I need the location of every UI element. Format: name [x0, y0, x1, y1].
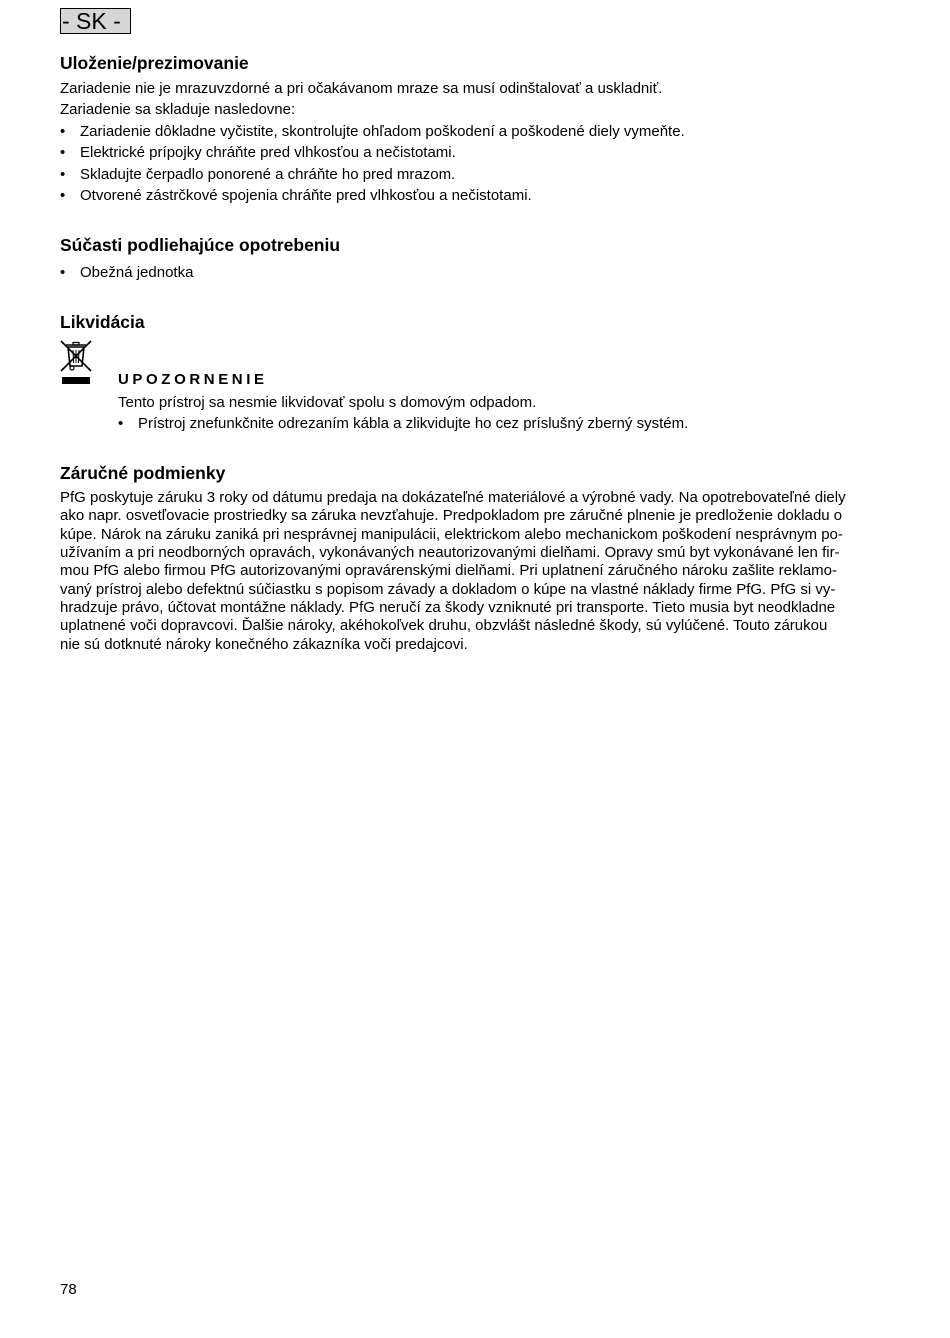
list-item: • Prístroj znefunkčnite odrezaním kábla a zlikvidujte ho cez príslušný zberný systém. — [118, 413, 688, 434]
storage-list — [60, 121, 685, 207]
warning-text: Tento prístroj sa nesmie likvidovať spolu s domovým odpadom. — [118, 394, 537, 411]
list-item: • Skladujte čerpadlo ponorené a chráňte ho pred mrazom. — [60, 164, 685, 185]
list-item: • Elektrické prípojky chráňte pred vlhkosťou a nečistotami. — [60, 142, 685, 163]
storage-intro-line: Zariadenie nie je mrazuvzdorné a pri očakávanom mraze sa musí odinštalovať a uskladniť. — [60, 80, 663, 97]
page-number: 78 — [60, 1281, 77, 1298]
language-tag: - SK - — [60, 8, 131, 34]
warranty-line: hradzuje právo, účtovat montážne náklady. PfG neručí za škody vzniknuté pri transporte. Tieto musia byt neodkladne — [60, 599, 836, 617]
warranty-heading: Záručné podmienky — [60, 463, 226, 483]
warranty-line: užívaním a pri neodborných opravách, vykonávaných neautorizovanými dielňami. Opravy smú byt vykonávané len fir- — [60, 544, 840, 562]
warranty-line: ako napr. osvetľovacie prostriedky sa záruka nevzťahuje. Predpokladom pre záručné plnenie je predloženie dokladu o — [60, 507, 843, 525]
warning-title: UPOZORNENIE — [118, 371, 268, 388]
storage-intro-line: Zariadenie sa skladuje nasledovne: — [60, 101, 296, 119]
warranty-line: PfG poskytuje záruku 3 roky od dátumu predaja na dokázateľné materiálové a výrobné vady. Na opotrebovateľné diely — [60, 489, 846, 506]
wear-parts-heading: Súčasti podliehajúce opotrebeniu — [60, 235, 341, 255]
list-item: • Zariadenie dôkladne vyčistite, skontrolujte ohľadom poškodení a poškodené diely vymeňte. — [60, 121, 685, 142]
storage-intro — [60, 78, 662, 121]
disposal-heading: Likvidácia — [60, 312, 145, 332]
list-item: • Obežná jednotka — [60, 262, 193, 283]
warranty-line: nie sú dotknuté nároky konečného zákazníka voči predajcovi. — [60, 635, 468, 653]
crossed-out-wheelie-bin-icon — [60, 340, 92, 386]
list-item: • Otvorené zástrčkové spojenia chráňte pred vlhkosťou a nečistotami. — [60, 185, 685, 206]
wear-parts-list — [60, 262, 193, 283]
warranty-line: kúpe. Nárok na záruku zaniká pri nesprávnej manipulácii, elektrickom alebo mechanickom poškodení nesprávnym po- — [60, 525, 843, 543]
warranty-text — [60, 489, 894, 654]
warranty-line: uplatnené voči dopravcovi. Ďalšie nároky, akéhokoľvek druhu, obzvlášt následné škody, sú vylúčené. Touto zárukou — [60, 617, 828, 635]
warranty-line: vaný prístroj alebo defektnú súčiastku s popisom závady a dokladom o kúpe na vlastné náklady firme PfG. PfG si vy- — [60, 580, 836, 598]
storage-heading: Uloženie/prezimovanie — [60, 53, 249, 73]
disposal-list — [118, 413, 688, 434]
warranty-line: mou PfG alebo firmou PfG autorizovanými opravárenskými dielňami. Pri uplatnení záručného nároku zašlite reklamo- — [60, 562, 838, 580]
